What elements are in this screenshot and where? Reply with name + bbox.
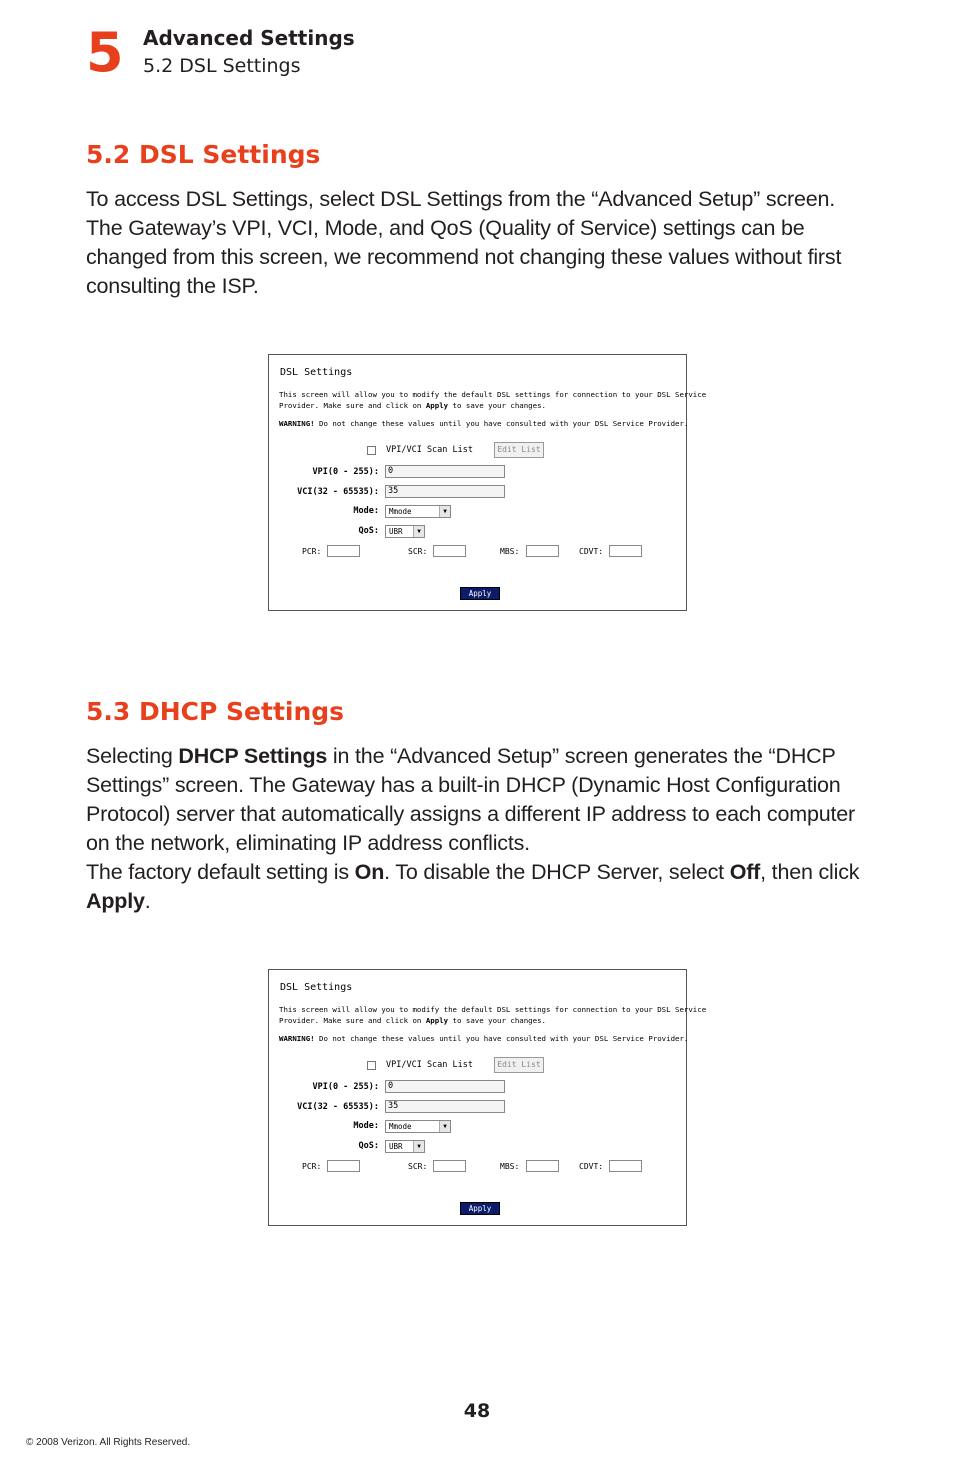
cdvt-label: CDVT:: [579, 1162, 604, 1171]
qos-select[interactable]: UBR ▼: [385, 1140, 425, 1153]
page-number: 48: [463, 1400, 491, 1422]
mbs-input[interactable]: [526, 1160, 559, 1172]
cdvt-input[interactable]: [609, 545, 642, 557]
panel-description-line2: Provider. Make sure and click on Apply to save your changes.: [279, 401, 546, 410]
dhcp-paragraph-2: The factory default setting is On. To disable the DHCP Server, select Off, then click Apply.: [86, 860, 860, 913]
chevron-down-icon: ▼: [439, 506, 450, 517]
mbs-input[interactable]: [526, 545, 559, 557]
chevron-down-icon: ▼: [439, 1121, 450, 1132]
copyright-notice: © 2008 Verizon. All Rights Reserved.: [26, 1437, 191, 1448]
chevron-down-icon: ▼: [413, 526, 424, 537]
dhcp-paragraph-1: Selecting DHCP Settings in the “Advanced Setup” screen generates the “DHCP Settings” screen. The Gateway has a built-in DHCP (Dynamic Host Configuration Protocol) server that automatically assigns a different IP address to each computer on the network, eliminating IP address conflicts.: [86, 744, 855, 855]
dsl-settings-screenshot-1: [268, 354, 707, 611]
qos-label: QoS:: [358, 1141, 379, 1151]
dhcp-description: [86, 742, 876, 916]
apply-button[interactable]: Apply: [460, 587, 500, 600]
dsl-description-text: To access DSL Settings, select DSL Settings from the “Advanced Setup” screen. The Gateway’s VPI, VCI, Mode, and QoS (Quality of Service) settings can be changed from this screen, we recommend not changing these values without first consulting the ISP.: [86, 187, 842, 298]
pcr-label: PCR:: [302, 1162, 322, 1171]
panel-description-line1: This screen will allow you to modify the default DSL settings for connection to your DSL Service: [279, 390, 707, 399]
chapter-title: Advanced Settings: [143, 26, 355, 50]
scr-input[interactable]: [433, 1160, 466, 1172]
mode-label: Mode:: [353, 1121, 379, 1131]
mode-select[interactable]: Mmode ▼: [385, 1120, 451, 1133]
dsl-description: [86, 185, 876, 301]
vpi-input[interactable]: 0: [385, 1080, 505, 1093]
scan-list-checkbox[interactable]: [367, 1061, 376, 1070]
panel-warning: WARNING! Do not change these values until you have consulted with your DSL Service Provider.: [279, 1034, 689, 1043]
scan-list-label: VPI/VCI Scan List: [386, 1060, 473, 1070]
chapter-number: 5: [86, 21, 124, 84]
section-heading-dsl: 5.2 DSL Settings: [86, 140, 321, 169]
mode-label: Mode:: [353, 506, 379, 516]
chevron-down-icon: ▼: [413, 1141, 424, 1152]
section-subtitle: 5.2 DSL Settings: [143, 55, 301, 77]
edit-list-button[interactable]: Edit List: [494, 1057, 544, 1073]
panel-description-line1: This screen will allow you to modify the default DSL settings for connection to your DSL Service: [279, 1005, 707, 1014]
section-heading-dhcp: 5.3 DHCP Settings: [86, 697, 345, 726]
scan-list-checkbox[interactable]: [367, 446, 376, 455]
vpi-label: VPI(0 - 255):: [312, 467, 379, 477]
vci-input[interactable]: 35: [385, 485, 505, 498]
mode-select[interactable]: Mmode ▼: [385, 505, 451, 518]
panel-warning: WARNING! Do not change these values until you have consulted with your DSL Service Provider.: [279, 419, 689, 428]
pcr-label: PCR:: [302, 547, 322, 556]
dsl-settings-screenshot-2: [268, 969, 707, 1226]
scan-list-label: VPI/VCI Scan List: [386, 445, 473, 455]
mbs-label: MBS:: [500, 1162, 520, 1171]
panel-description-line2: Provider. Make sure and click on Apply to save your changes.: [279, 1016, 546, 1025]
pcr-input[interactable]: [327, 1160, 360, 1172]
vci-label: VCI(32 - 65535):: [297, 1102, 379, 1112]
panel-title: DSL Settings: [280, 367, 353, 378]
apply-button[interactable]: Apply: [460, 1202, 500, 1215]
pcr-input[interactable]: [327, 545, 360, 557]
vpi-label: VPI(0 - 255):: [312, 1082, 379, 1092]
panel-title: DSL Settings: [280, 982, 353, 993]
vci-input[interactable]: 35: [385, 1100, 505, 1113]
mbs-label: MBS:: [500, 547, 520, 556]
qos-label: QoS:: [358, 526, 379, 536]
qos-select[interactable]: UBR ▼: [385, 525, 425, 538]
scr-input[interactable]: [433, 545, 466, 557]
vci-label: VCI(32 - 65535):: [297, 487, 379, 497]
cdvt-label: CDVT:: [579, 547, 604, 556]
scr-label: SCR:: [408, 1162, 428, 1171]
edit-list-button[interactable]: Edit List: [494, 442, 544, 458]
scr-label: SCR:: [408, 547, 428, 556]
vpi-input[interactable]: 0: [385, 465, 505, 478]
cdvt-input[interactable]: [609, 1160, 642, 1172]
